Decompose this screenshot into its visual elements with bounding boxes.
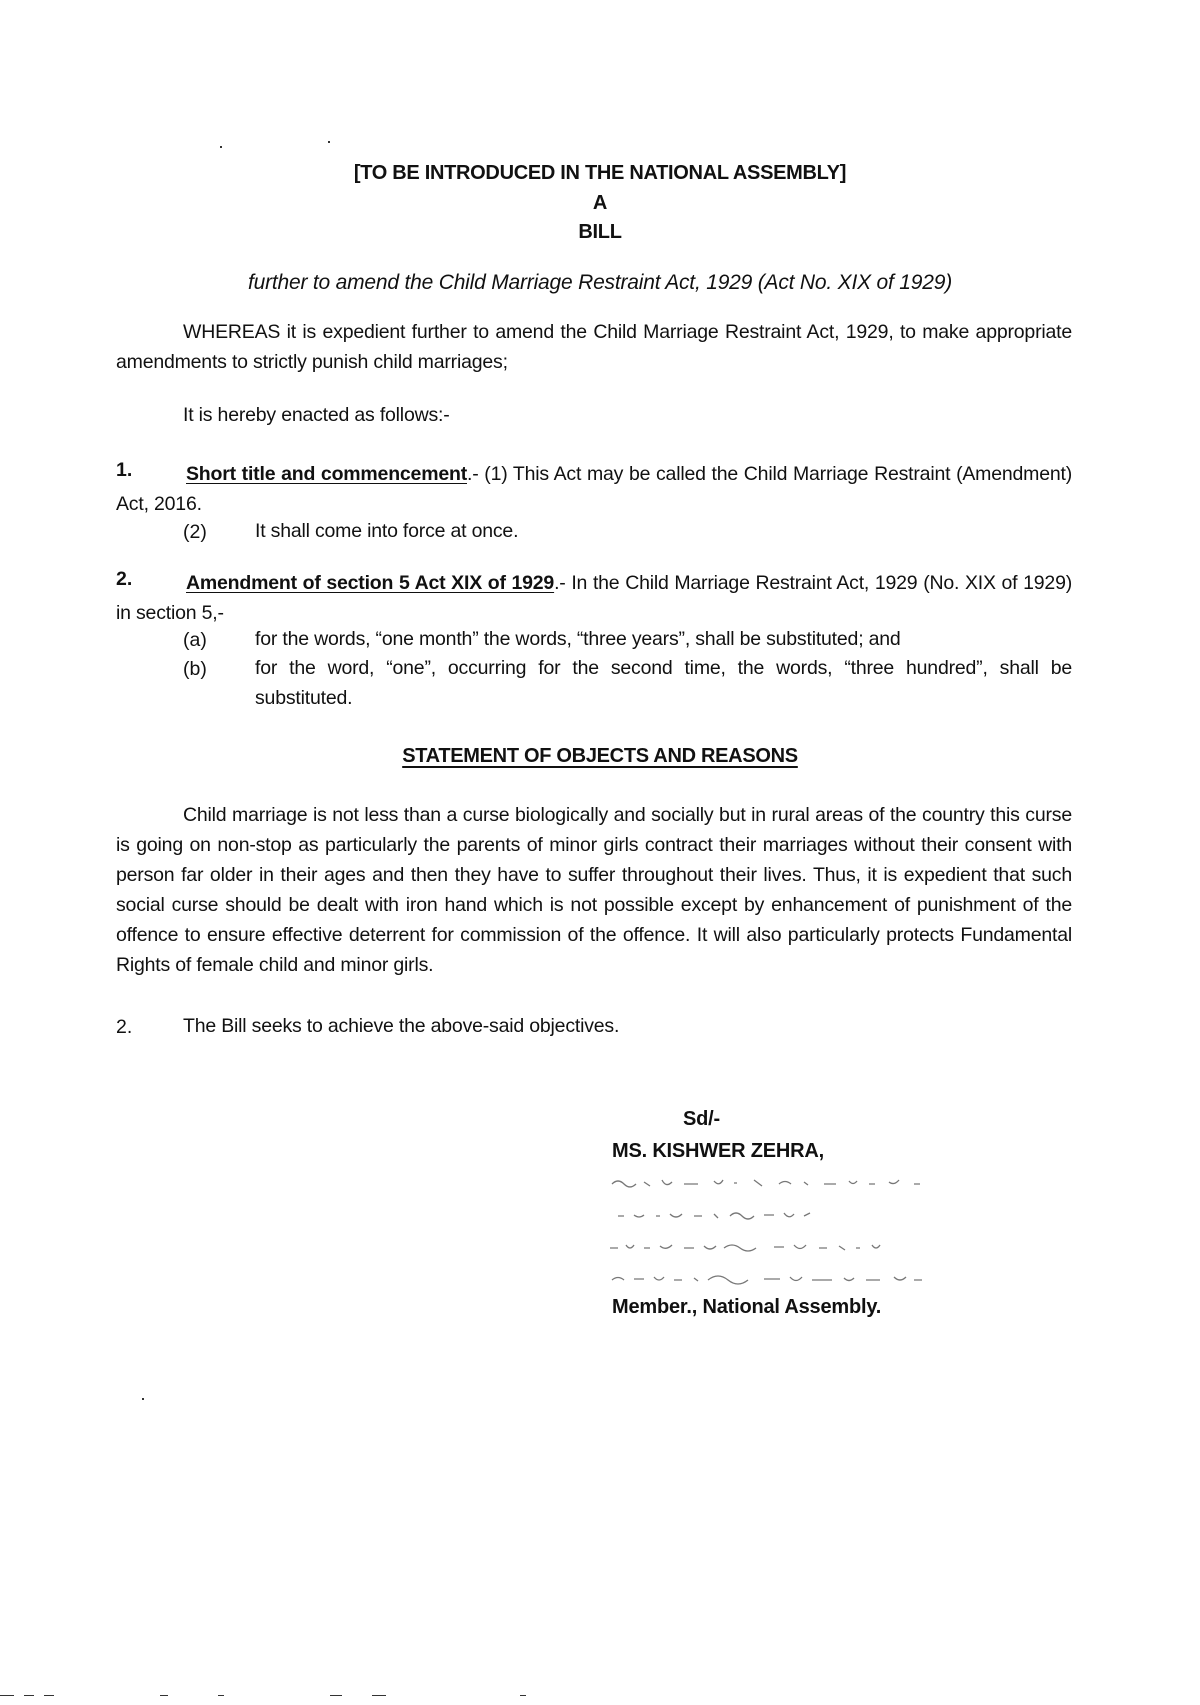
scan-speck bbox=[520, 1695, 526, 1696]
long-title: further to amend the Child Marriage Restraint Act, 1929 (Act No. XIX of 1929) bbox=[247, 271, 952, 294]
section-2-heading: Amendment of section 5 Act XIX of 1929 bbox=[186, 572, 555, 594]
section-2-text: .- In the Child Marriage Restraint Act, 1929 (No. XIX of 1929) in section 5,- bbox=[116, 572, 1073, 624]
section-2-number: 2. bbox=[116, 568, 133, 590]
section-2-b-text: for the word, “one”, occurring for the second time, the words, “three hundred”, shall be substituted. bbox=[255, 657, 1072, 709]
scan-speck bbox=[372, 1695, 386, 1696]
preamble: WHEREAS it is expedient further to amend the Child Marriage Restraint Act, 1929, to make appropriate amendments to strictly punish child marriages; bbox=[116, 321, 1072, 373]
section-2-a-text: for the words, “one month” the words, “three years”, shall be substituted; and bbox=[255, 628, 901, 650]
scan-speck bbox=[0, 1695, 14, 1696]
section-1-text: .- (1) This Act may be called the Child Marriage Restraint (Amendment) Act, 2016. bbox=[116, 463, 1072, 515]
section-1-heading: Short title and commencement bbox=[186, 463, 467, 485]
faint-stamp-line-3 bbox=[604, 1236, 934, 1256]
scan-speck bbox=[328, 141, 330, 143]
scan-speck bbox=[330, 1695, 342, 1696]
statement-paragraph-2-number: 2. bbox=[116, 1016, 133, 1038]
faint-stamp-line-4 bbox=[604, 1268, 934, 1288]
article-line: A bbox=[592, 192, 608, 214]
scan-speck bbox=[44, 1695, 54, 1696]
section-2-body bbox=[116, 568, 1072, 628]
doc-type: BILL bbox=[578, 221, 622, 243]
scan-speck bbox=[160, 1695, 168, 1696]
statement-title: STATEMENT OF OBJECTS AND REASONS bbox=[402, 745, 798, 767]
section-2-b-label: (b) bbox=[183, 658, 207, 680]
scan-speck bbox=[218, 1695, 224, 1696]
enacting-formula: It is hereby enacted as follows:- bbox=[183, 404, 450, 426]
scan-speck bbox=[142, 1398, 144, 1400]
signatory-name: MS. KISHWER ZEHRA, bbox=[612, 1140, 824, 1162]
scan-speck bbox=[220, 146, 222, 148]
signature-sd: Sd/- bbox=[683, 1108, 720, 1130]
section-1-sub2-text: It shall come into force at once. bbox=[255, 520, 519, 542]
statement-paragraph-1: Child marriage is not less than a curse biologically and socially but in rural areas of the country this curse is going on non-stop as particularly the parents of minor girls contract their marriages without their consent with person far older in their ages and then they have to suffer throughout their lives. Thus, it is expedient that such social curse should be dealt with iron hand which is not possible except by enhancement of punishment of the offence to ensure effective deterrent for commission of the offence. It will also particularly protects Fundamental Rights of female child and minor girls. bbox=[116, 804, 1072, 976]
scan-speck bbox=[24, 1695, 34, 1696]
section-1-number: 1. bbox=[116, 459, 133, 481]
section-2-a-label: (a) bbox=[183, 629, 207, 651]
statement-paragraph-2-text: The Bill seeks to achieve the above-said objectives. bbox=[183, 1015, 620, 1037]
section-1-sub2-label: (2) bbox=[183, 521, 207, 543]
faint-stamp-line-2 bbox=[604, 1204, 934, 1224]
section-1-body bbox=[116, 459, 1072, 519]
signatory-designation: Member., National Assembly. bbox=[612, 1296, 882, 1318]
faint-stamp-line-1 bbox=[604, 1172, 934, 1192]
intro-line: [TO BE INTRODUCED IN THE NATIONAL ASSEMBLY] bbox=[353, 162, 847, 184]
